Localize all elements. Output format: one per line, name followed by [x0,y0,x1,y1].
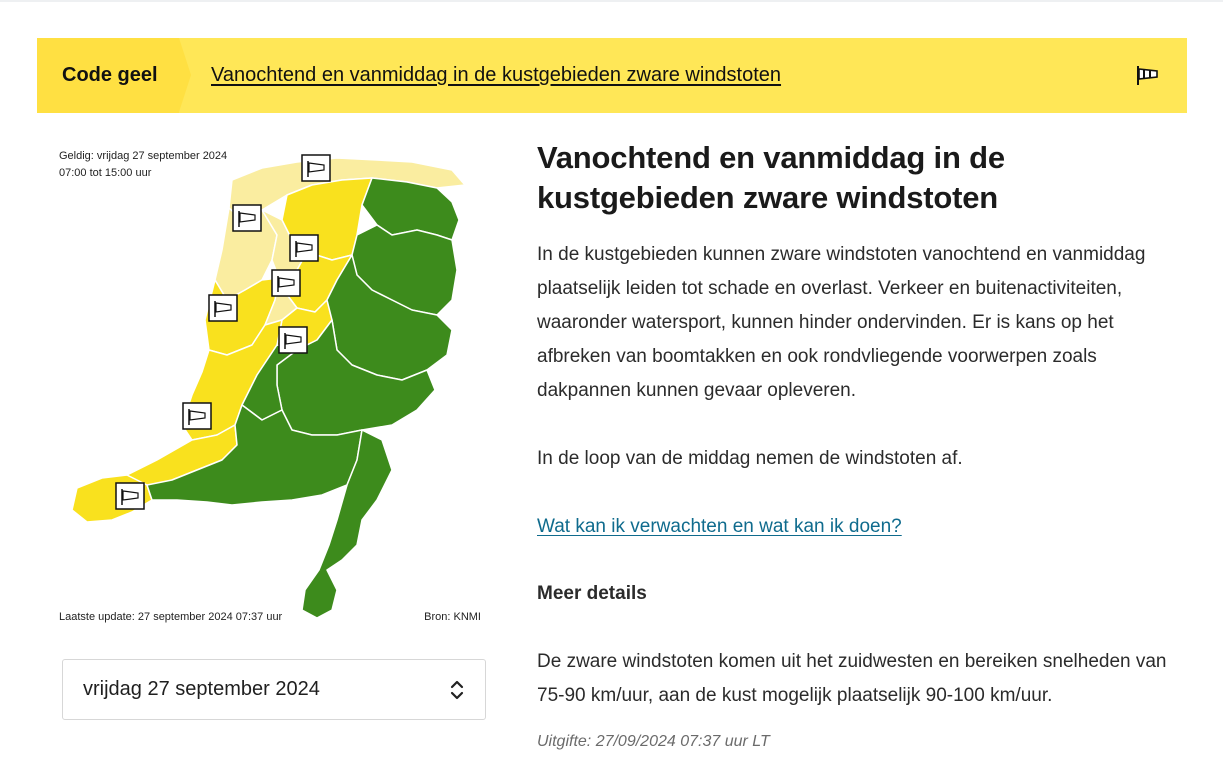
netherlands-map [57,140,487,630]
date-select[interactable] [62,659,486,720]
details-heading: Meer details [537,583,647,604]
article-paragraph-2: In de loop van de middag nemen de windstoten af. [537,448,963,469]
warning-article [537,138,1187,751]
windsock-icon [302,155,330,181]
windsock-icon [1135,64,1161,86]
article-paragraph-1: In de kustgebieden kunnen zware windstoten vanochtend en vanmiddag plaatselijk leiden tot schade en overlast. Verkeer en buitenactiviteiten, waaronder watersport, kunnen hinder ondervinden. Er is kans op het afbreken van boomtakken en ook rondvliegende voorwerpen zoals dakpannen kunnen gevaar opleveren. [537,244,1146,401]
details-text: De zware windstoten komen uit het zuidwesten en bereiken snelheden van 75-90 km/uur, aan de kust mogelijk plaatselijk 90-100 km/uur. [537,651,1167,706]
map-source: Bron: KNMI [424,611,481,623]
map-validity-date: Geldig: vrijdag 27 september 2024 [59,150,228,162]
code-level-label: Code geel [37,38,179,113]
help-link[interactable]: Wat kan ik verwachten en wat kan ik doen? [537,516,902,537]
windsock-icon [279,327,307,353]
windsock-icon [233,205,261,231]
map-validity-time: 07:00 tot 15:00 uur [59,167,152,179]
windsock-icon [209,295,237,321]
issued-timestamp: Uitgifte: 27/09/2024 07:37 uur LT [537,733,770,750]
warning-map [57,140,487,630]
windsock-icon [290,235,318,261]
windsock-icon [272,270,300,296]
windsock-icon [183,403,211,429]
chevron-up-down-icon [449,679,465,701]
date-select-value: vrijdag 27 september 2024 [83,678,320,700]
map-validity [59,148,227,182]
top-divider [0,0,1223,2]
windsock-icon [116,483,144,509]
warning-headline-link[interactable]: Vanochtend en vanmiddag in de kustgebieden zware windstoten [211,64,782,86]
article-title: Vanochtend en vanmiddag in de kustgebieden zware windstoten [537,140,1005,215]
map-last-update: Laatste update: 27 september 2024 07:37 uur [59,611,283,623]
warning-banner [37,38,1187,113]
